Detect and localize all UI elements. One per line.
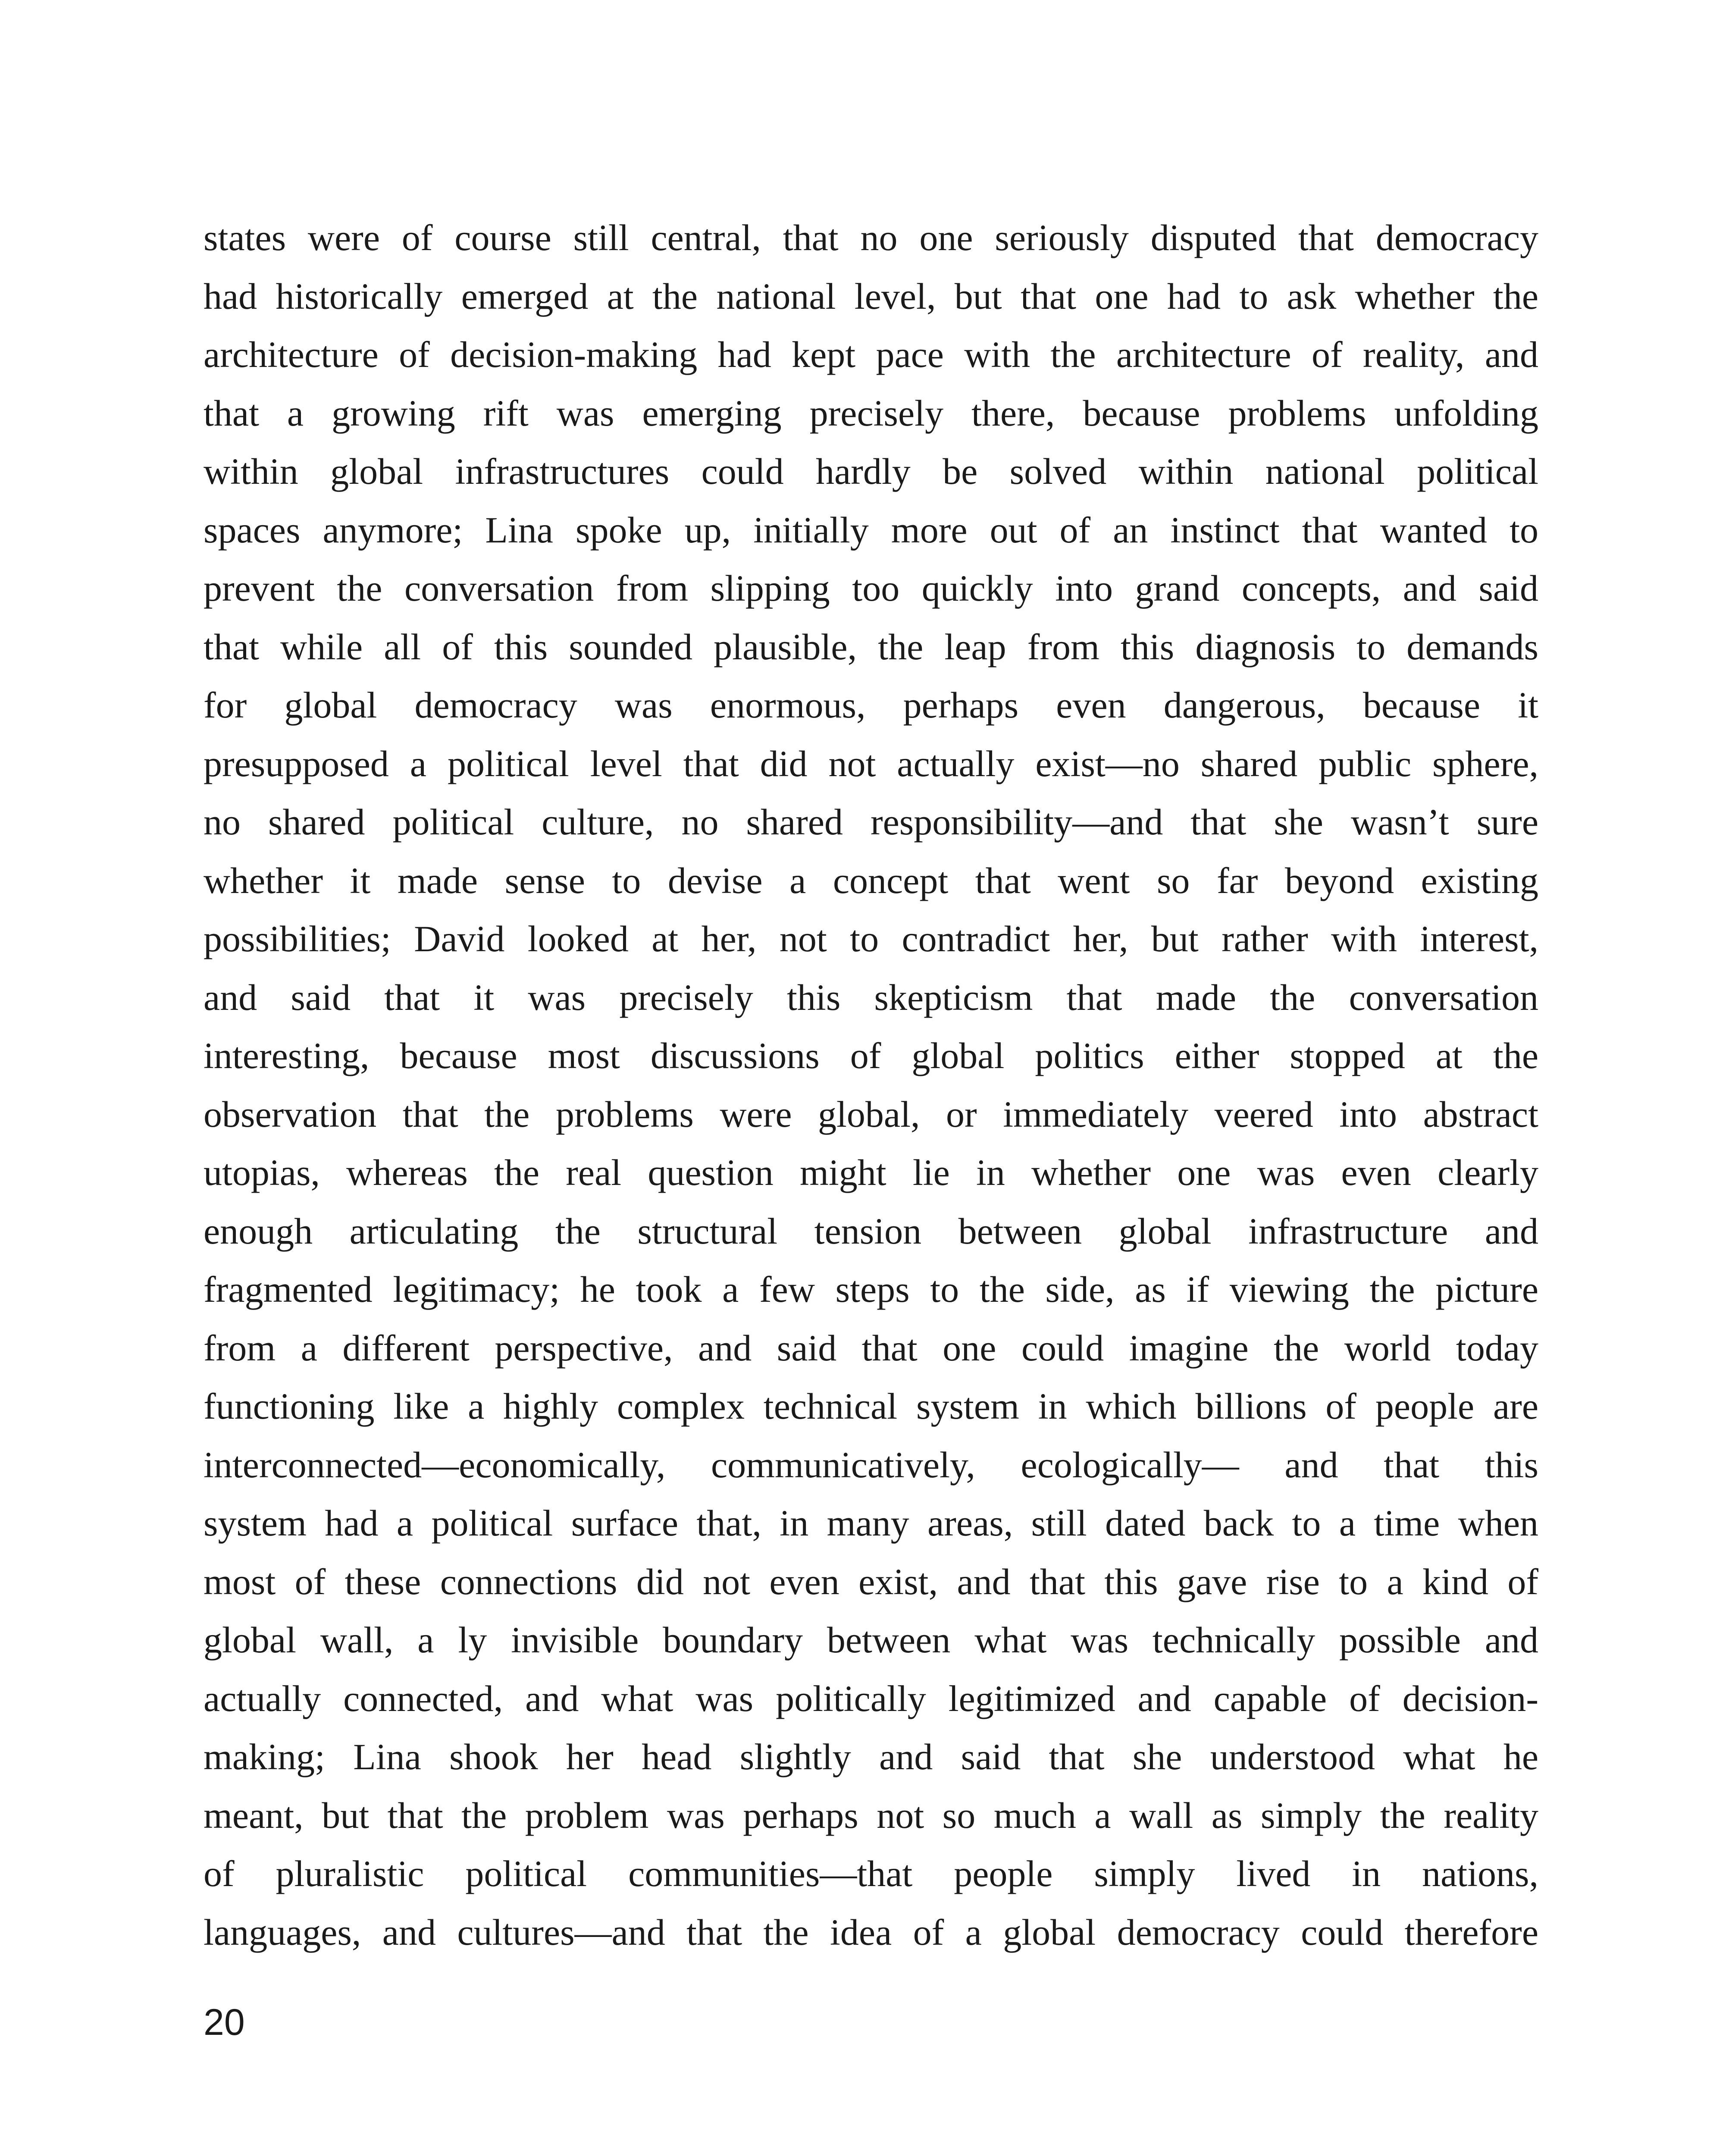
text-line: no shared political culture, no shared responsibility—and that she wasn’t sure [204,801,1538,843]
text-line: that while all of this sounded plausible, the leap from this diagnosis to demands [204,626,1538,667]
text-line: spaces anymore; Lina spoke up, initially more out of an instinct that wanted to [204,509,1538,551]
text-line: languages, and cultures—and that the idea of a global democracy could therefore [204,1911,1538,1953]
text-line: prevent the conversation from slipping too quickly into grand concepts, and said [204,567,1538,609]
text-line: functioning like a highly complex technical system in which billions of people are [204,1385,1538,1427]
text-line: meant, but that the problem was perhaps not so much a wall as simply the reality [204,1794,1538,1836]
text-line: system had a political surface that, in many areas, still dated back to a time when [204,1502,1538,1544]
text-line: architecture of decision-making had kept pace with the architecture of reality, and [204,334,1538,375]
text-line: that a growing rift was emerging precisely there, because problems unfolding [204,392,1538,434]
text-line: actually connected, and what was politically legitimized and capable of decision- [204,1677,1538,1719]
text-line: interconnected—economically, communicatively, ecologically— and that this [204,1444,1538,1485]
text-line: global wall, a ly invisible boundary between what was technically possible and [204,1619,1538,1661]
text-line: possibilities; David looked at her, not to contradict her, but rather with interest, [204,918,1538,959]
text-line: observation that the problems were global, or immediately veered into abstract [204,1093,1538,1135]
text-line: for global democracy was enormous, perhaps even dangerous, because it [204,684,1538,726]
text-line: within global infrastructures could hardly be solved within national political [204,451,1538,492]
text-line: most of these connections did not even exist, and that this gave rise to a kind of [204,1561,1538,1602]
text-line: interesting, because most discussions of global politics either stopped at the [204,1035,1538,1076]
text-line: whether it made sense to devise a concept that went so far beyond existing [204,859,1538,901]
text-line: utopias, whereas the real question might lie in whether one was even clearly [204,1152,1538,1193]
text-line: enough articulating the structural tension between global infrastructure and [204,1210,1538,1252]
text-line: and said that it was precisely this skepticism that made the conversation [204,976,1538,1018]
text-line: presupposed a political level that did not actually exist—no shared public sphere, [204,743,1538,784]
text-line: from a different perspective, and said that one could imagine the world today [204,1327,1538,1369]
body-text [204,209,1538,1962]
text-line: fragmented legitimacy; he took a few steps to the side, as if viewing the picture [204,1269,1538,1310]
text-line: of pluralistic political communities—that people simply lived in nations, [204,1853,1538,1894]
text-line: had historically emerged at the national level, but that one had to ask whether the [204,275,1538,317]
text-line: states were of course still central, that no one seriously disputed that democracy [204,217,1538,258]
page-number: 20 [204,2002,245,2043]
text-line: making; Lina shook her head slightly and said that she understood what he [204,1736,1538,1777]
